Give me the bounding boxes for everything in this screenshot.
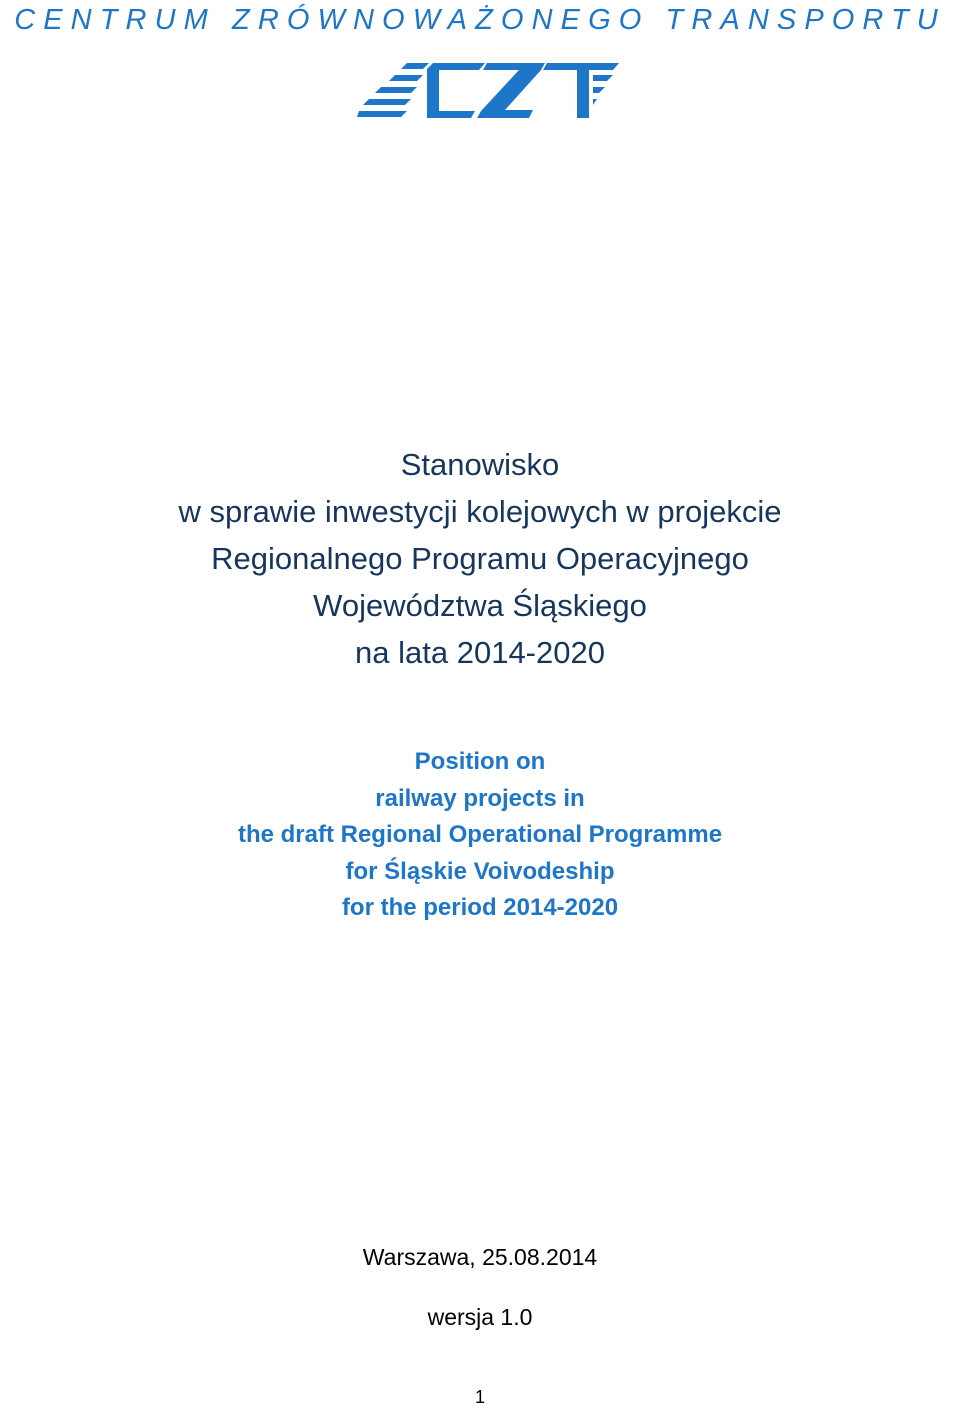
title-line: w sprawie inwestycji kolejowych w projekcie	[178, 494, 782, 529]
document-title	[0, 441, 960, 676]
document-version: wersja 1.0	[427, 1304, 533, 1330]
page-number: 1	[474, 1387, 485, 1407]
subtitle-line: for Śląskie Voivodeship	[345, 857, 615, 885]
title-line: Regionalnego Programu Operacyjnego	[211, 541, 749, 576]
title-line: Województwa Śląskiego	[313, 588, 647, 623]
title-line: na lata 2014-2020	[355, 635, 605, 670]
subtitle-line: for the period 2014-2020	[341, 894, 619, 921]
organization-name: CENTRUM ZRÓWNOWAŻONEGO TRANSPORTU	[14, 4, 946, 36]
subtitle-line: Position on	[414, 748, 546, 775]
title-line: Stanowisko	[400, 447, 560, 482]
place-and-date: Warszawa, 25.08.2014	[362, 1244, 598, 1270]
subtitle-line: railway projects in	[375, 784, 585, 812]
document-subtitle-english	[0, 744, 960, 927]
subtitle-line: the draft Regional Operational Programme	[237, 821, 723, 848]
czt-logo	[357, 61, 619, 121]
